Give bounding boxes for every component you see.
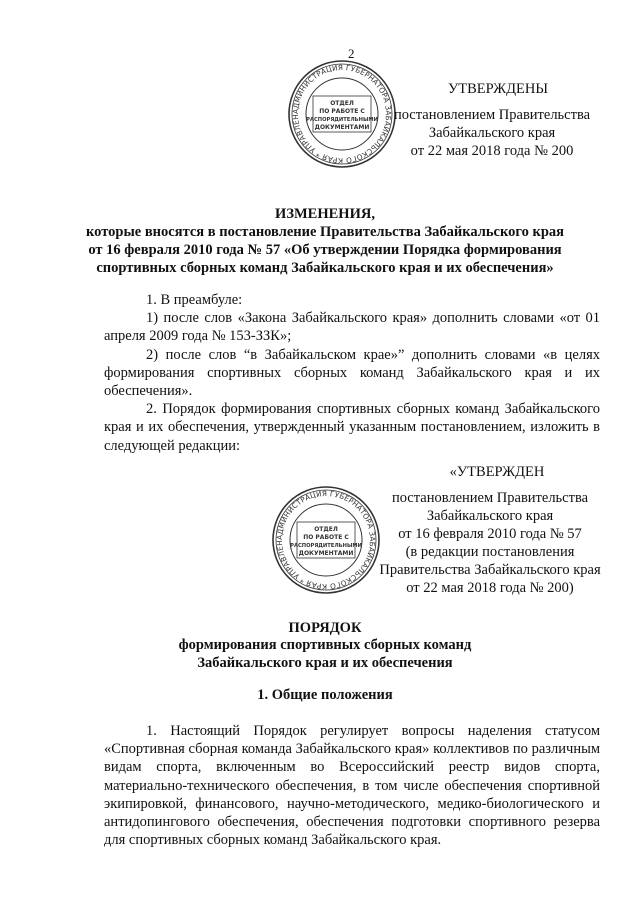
stamp-center-line: ОТДЕЛ bbox=[314, 526, 338, 533]
approval-line: (в редакции постановления bbox=[405, 544, 575, 560]
stamp-center-line: РАСПОРЯДИТЕЛЬНЫМИ bbox=[306, 117, 378, 123]
order-subtitle: формирования спортивных сборных команд bbox=[178, 637, 472, 653]
official-seal-stamp bbox=[286, 58, 398, 170]
stamp-center-line: ПО РАБОТЕ С bbox=[303, 534, 349, 541]
changes-subtitle: спортивных сборных команд Забайкальского края и их обеспечения» bbox=[96, 260, 554, 276]
list-item: 2) после слов “в Забайкальском крае»” дополнить словами «в целях формирования спортивных сборных команд Забайкальского края и их обеспечения». bbox=[104, 346, 600, 400]
approval-heading: УТВЕРЖДЕНЫ bbox=[447, 81, 549, 97]
changes-subtitle: от 16 февраля 2010 года № 57 «Об утверждении Порядка формирования bbox=[88, 242, 562, 258]
stamp-ring-text: АДМИНИСТРАЦИЯ ГУБЕРНАТОРА ЗАБАЙКАЛЬСКОГО КРАЯ * УПРАВЛЕН bbox=[290, 62, 394, 166]
approval-block bbox=[376, 463, 604, 597]
list-item: 2. Порядок формирования спортивных сборных команд Забайкальского края и их обеспечения, утвержденный указанным постановлением, изложить в следующей редакции: bbox=[104, 401, 600, 454]
stamp-center-line: ПО РАБОТЕ С bbox=[319, 108, 365, 115]
changes-subtitle: которые вносятся в постановление Правительства Забайкальского края bbox=[86, 224, 564, 240]
stamp-center-line: ОТДЕЛ bbox=[330, 100, 354, 107]
approval-line: от 16 февраля 2010 года № 57 bbox=[398, 526, 582, 542]
page-number: 2 bbox=[348, 46, 355, 61]
body-section bbox=[104, 722, 600, 849]
approval-line: Забайкальского края bbox=[428, 125, 556, 141]
approval-line: от 22 мая 2018 года № 200) bbox=[406, 580, 574, 596]
stamp-ring-text: АДМИНИСТРАЦИЯ ГУБЕРНАТОРА ЗАБАЙКАЛЬСКОГО КРАЯ * УПРАВЛЕН bbox=[274, 488, 378, 592]
approval-block bbox=[390, 80, 594, 160]
approval-line: постановлением Правительства bbox=[391, 490, 589, 506]
order-subtitle: Забайкальского края и их обеспечения bbox=[197, 655, 453, 671]
official-seal-stamp bbox=[270, 484, 382, 596]
approval-line: от 22 мая 2018 года № 200 bbox=[410, 143, 574, 159]
section-heading: 1. Общие положения bbox=[257, 687, 393, 703]
body-section bbox=[104, 291, 600, 455]
changes-title: ИЗМЕНЕНИЯ, bbox=[275, 206, 375, 222]
stamp-center-line: ДОКУМЕНТАМИ bbox=[298, 550, 354, 557]
approval-heading: «УТВЕРЖДЕН bbox=[449, 464, 545, 480]
stamp-center-line: РАСПОРЯДИТЕЛЬНЫМИ bbox=[290, 543, 362, 549]
paragraph: 1. Настоящий Порядок регулирует вопросы наделения статусом «Спортивная сборная команда Забайкальского края» коллективов по различным видам спорта, включенным во Всероссийский реестр видов спорта, материально-технического обеспечения, в том числе обеспечения спортивной экипировкой, финансового, научно-методического, медико-биологического и антидопингового обеспечения, обеспечения подготовки спортивного резерва для спортивных сборных команд Забайкальского края. bbox=[104, 723, 600, 849]
stamp-center-line: ДОКУМЕНТАМИ bbox=[314, 124, 370, 131]
list-item: 1. В преамбуле: bbox=[146, 292, 243, 308]
approval-line: Забайкальского края bbox=[426, 508, 554, 524]
approval-line: постановлением Правительства bbox=[393, 107, 591, 123]
order-title: ПОРЯДОК bbox=[288, 620, 362, 636]
list-item: 1) после слов «Закона Забайкальского края» дополнить словами «от 01 апреля 2009 года № 153-ЗЗК»; bbox=[104, 310, 600, 345]
approval-line: Правительства Забайкальского края bbox=[379, 562, 601, 578]
